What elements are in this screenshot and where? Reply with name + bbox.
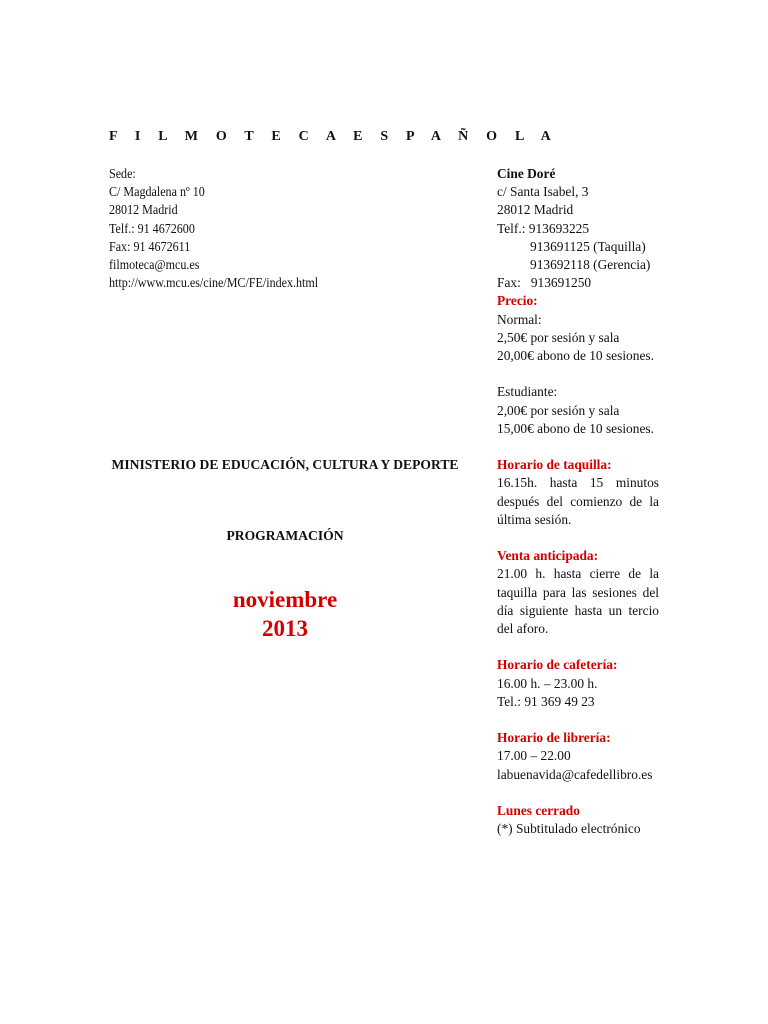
precio-normal-session: 2,50€ por sesión y sala <box>497 329 620 345</box>
programacion-heading: PROGRAMACIÓN <box>226 528 344 543</box>
subtitle-note: (*) Subtitulado electrónico <box>497 821 641 837</box>
cine-phone: Telf.: 913693225 <box>497 220 590 236</box>
sede-label: Sede: <box>109 166 136 181</box>
cine-street: c/ Santa Isabel, 3 <box>497 184 589 200</box>
sede-street: C/ Magdalena nº 10 <box>109 184 205 200</box>
spacer <box>497 365 659 383</box>
cafeteria-phone: Tel.: 91 369 49 23 <box>497 693 595 709</box>
libreria-email: labuenavida@cafedellibro.es <box>497 766 653 782</box>
cine-fax: Fax: 913691250 <box>497 275 592 291</box>
page-title: F I L M O T E C A E S P A Ñ O L A <box>109 129 558 144</box>
sede-address-block <box>109 165 406 292</box>
spacer <box>497 438 659 456</box>
sede-phone: Telf.: 91 4672600 <box>109 220 195 236</box>
spacer <box>497 638 659 656</box>
precio-student-session: 2,00€ por sesión y sala <box>497 402 620 418</box>
precio-student-pass: 15,00€ abono de 10 sesiones. <box>497 420 654 436</box>
precio-heading: Precio: <box>497 293 538 309</box>
libreria-hours: 17.00 – 22.00 <box>497 748 571 764</box>
cine-info-column <box>497 165 659 838</box>
precio-normal-label: Normal: <box>497 311 542 327</box>
sede-city: 28012 Madrid <box>109 202 178 218</box>
month-year-block <box>80 585 490 643</box>
closed-notice: Lunes cerrado <box>497 803 580 819</box>
spacer <box>497 784 659 802</box>
libreria-heading: Horario de librería: <box>497 730 611 746</box>
month-label: noviembre <box>232 587 338 612</box>
precio-normal-pass: 20,00€ abono de 10 sesiones. <box>497 348 654 364</box>
cine-phone-taquilla: 913691125 (Taquilla) <box>530 238 646 254</box>
sede-fax: Fax: 91 4672611 <box>109 238 191 254</box>
taquilla-text: 16.15h. hasta 15 minutos después del comienzo de la última sesión. <box>497 475 659 527</box>
sede-url: http://www.mcu.es/cine/MC/FE/index.html <box>109 275 319 291</box>
venta-text: 21.00 h. hasta cierre de la taquilla para las sesiones del día siguiente hasta un tercio del aforo. <box>497 566 659 637</box>
cine-city: 28012 Madrid <box>497 202 574 218</box>
cafeteria-heading: Horario de cafetería: <box>497 657 618 673</box>
sede-email: filmoteca@mcu.es <box>109 257 200 273</box>
spacer <box>497 529 659 547</box>
spacer <box>497 711 659 729</box>
taquilla-heading: Horario de taquilla: <box>497 457 612 473</box>
precio-student-label: Estudiante: <box>497 384 558 400</box>
cine-name: Cine Doré <box>497 166 556 181</box>
venta-heading: Venta anticipada: <box>497 548 599 564</box>
cine-phone-gerencia: 913692118 (Gerencia) <box>530 257 651 273</box>
cafeteria-hours: 16.00 h. – 23.00 h. <box>497 675 598 691</box>
year-label: 2013 <box>262 616 308 641</box>
ministry-name: MINISTERIO DE EDUCACIÓN, CULTURA Y DEPORTE <box>111 457 459 472</box>
